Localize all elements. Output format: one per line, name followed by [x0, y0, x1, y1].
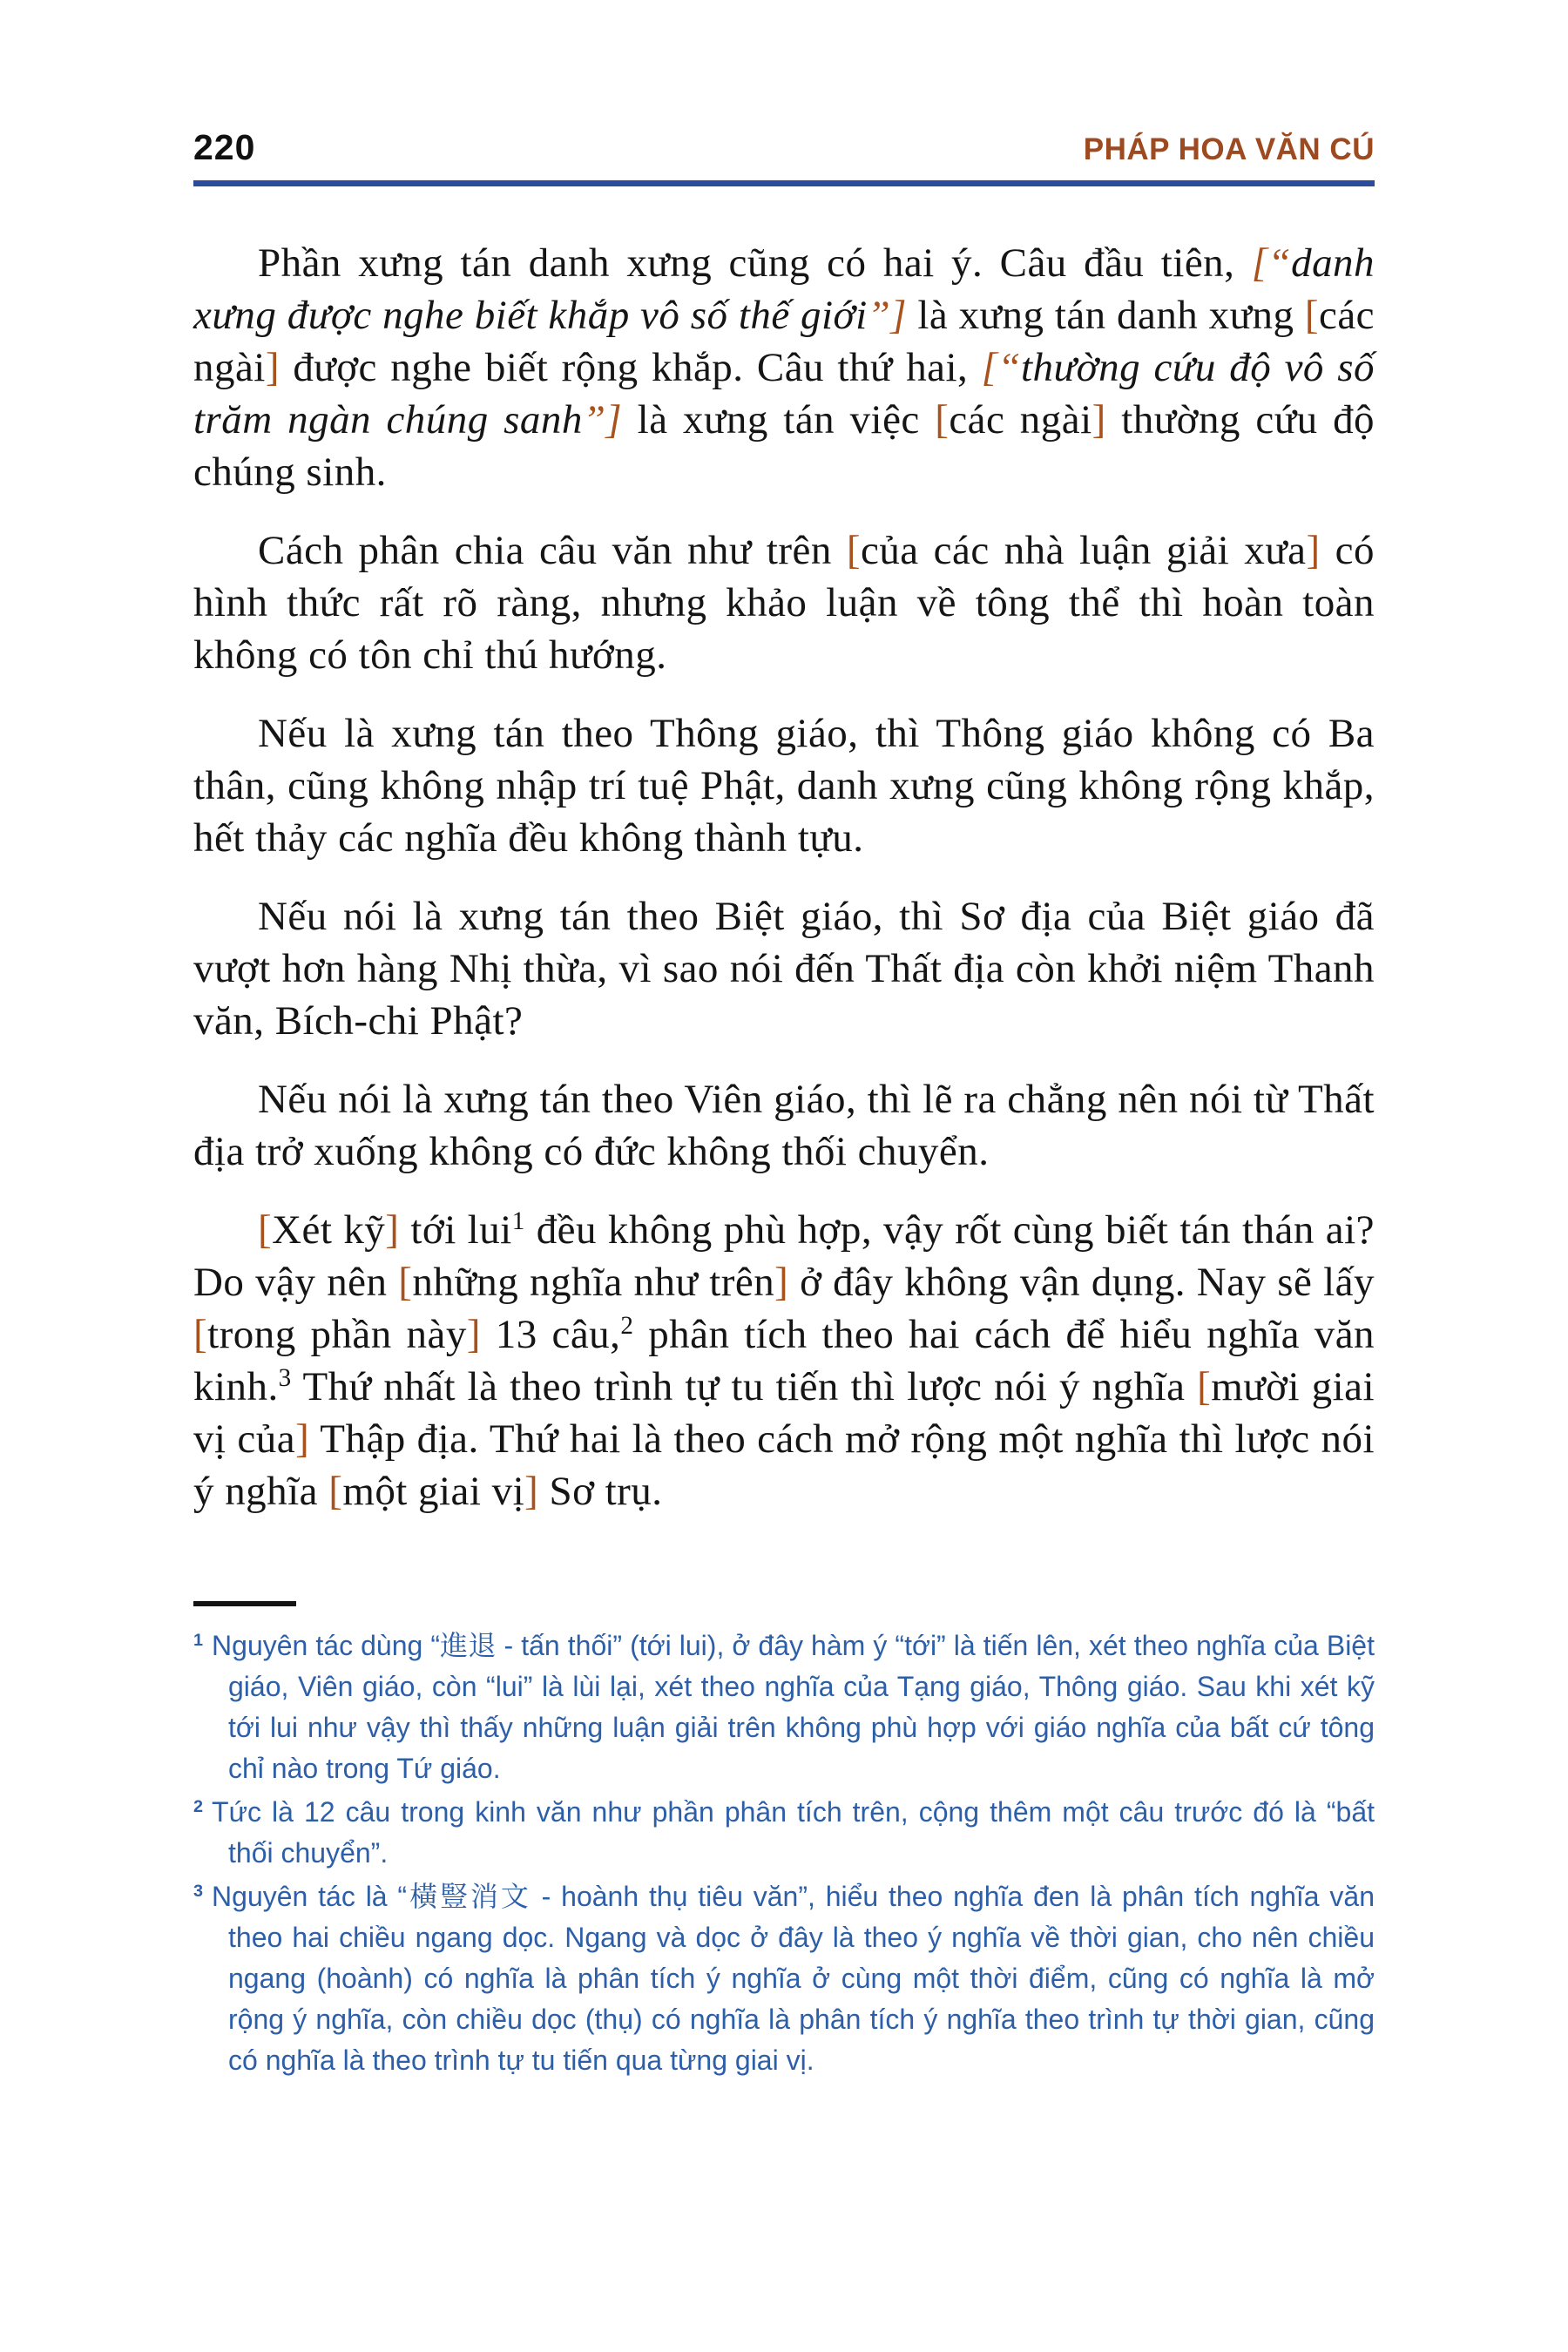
footnote-text: Nguyên tác là “橫豎消文 - hoành thụ tiêu văn”, hiểu theo nghĩa đen là phân tích nghĩa văn theo hai chiều ngang dọc. Ngang và dọc ở đây là theo ý nghĩa về thời gian, cho nên chiều ngang (hoành) có nghĩa là phân tích ý nghĩa ở cùng một thời điểm, cũng có nghĩa là mở rộng ý nghĩa, còn chiều dọc (thụ) có nghĩa là phân tích ý nghĩa theo trình tự thời gian, cũng có nghĩa là theo trình tự tu tiến qua từng giai vị.: [212, 1881, 1375, 2076]
text-run: là xưng tán việc: [622, 397, 936, 443]
text-run: 13 câu,: [480, 1312, 621, 1357]
bracket-mark: [: [328, 1469, 343, 1514]
bracket-quote-mark: ”]: [582, 397, 623, 443]
text-run: Nếu là xưng tán theo Thông giáo, thì Thông giáo không có Ba thân, cũng không nhập trí tuệ Phật, danh xưng cũng không rộng khắp, hết thảy các nghĩa đều không thành tựu.: [193, 711, 1375, 861]
text-run: Phần xưng tán danh xưng cũng có hai ý. Câu đầu tiên,: [258, 240, 1252, 286]
body-paragraph: [193, 1073, 1375, 1178]
quoted-phrase: thường cứu độ vô số trăm ngàn chúng sanh: [193, 345, 1375, 443]
bracket-mark: ]: [524, 1469, 539, 1514]
bracket-mark: ]: [385, 1207, 400, 1253]
page-number: 220: [193, 127, 256, 167]
footnote-marker: 1: [193, 1631, 204, 1651]
footnote-ref: 1: [511, 1206, 525, 1235]
bracket-quote-mark: ”]: [867, 293, 907, 338]
body-paragraph: [193, 707, 1375, 864]
text-run: Cách phân chia câu văn như trên: [258, 528, 847, 573]
text-run: Thứ nhất là theo trình tự tu tiến thì lược nói ý nghĩa: [291, 1364, 1198, 1409]
bracket-mark: [: [1197, 1364, 1212, 1409]
footnote-item: [193, 1876, 1375, 2081]
text-run: Xét kỹ: [272, 1207, 386, 1253]
text-run: các ngài: [193, 293, 1375, 390]
footnote-marker: 3: [193, 1882, 204, 1902]
text-run: trong phần này: [207, 1312, 467, 1357]
text-run: những nghĩa như trên: [412, 1260, 775, 1305]
text-run: Nếu nói là xưng tán theo Viên giáo, thì lẽ ra chẳng nên nói từ Thất địa trở xuống không có đức không thối chuyển.: [193, 1077, 1375, 1174]
text-run: là xưng tán danh xưng: [906, 293, 1305, 338]
body-paragraph: [193, 1204, 1375, 1517]
footnote-separator: [193, 1601, 296, 1606]
text-run: ở đây không vận dụng. Nay sẽ lấy: [788, 1260, 1375, 1305]
footnote-ref: 2: [620, 1311, 634, 1340]
footnote-marker: 2: [193, 1797, 204, 1817]
running-title: PHÁP HOA VĂN CÚ: [1083, 132, 1375, 166]
bracket-mark: [: [258, 1207, 273, 1253]
text-run: có hình thức rất rõ ràng, nhưng khảo luận về tông thể thì hoàn toàn không có tôn chỉ thú hướng.: [193, 528, 1375, 678]
bracket-mark: ]: [774, 1260, 789, 1305]
bracket-mark: [: [846, 528, 861, 573]
bracket-quote-mark: [“: [1251, 240, 1292, 286]
body-paragraph: [193, 237, 1375, 498]
body-paragraph: [193, 890, 1375, 1047]
footnotes-section: [193, 1625, 1375, 2081]
footnote-text: Tức là 12 câu trong kinh văn như phần phân tích trên, cộng thêm một câu trước đó là “bất thối chuyển”.: [212, 1796, 1375, 1869]
text-run: mười giai vị của: [193, 1364, 1375, 1462]
text-run: Nếu nói là xưng tán theo Biệt giáo, thì Sơ địa của Biệt giáo đã vượt hơn hàng Nhị thừa, vì sao nói đến Thất địa còn khởi niệm Thanh văn, Bích-chi Phật?: [193, 894, 1375, 1044]
text-run: Thập địa. Thứ hai là theo cách mở rộng một nghĩa thì lược nói ý nghĩa: [193, 1416, 1375, 1514]
book-page: [193, 0, 1375, 2081]
text-run: thường cứu độ chúng sinh.: [193, 397, 1375, 495]
page-header: [193, 127, 1375, 168]
bracket-mark: ]: [466, 1312, 481, 1357]
bracket-mark: ]: [1092, 397, 1106, 443]
text-run: được nghe biết rộng khắp. Câu thứ hai,: [279, 345, 982, 390]
footnote-text: Nguyên tác dùng “進退 - tấn thối” (tới lui), ở đây hàm ý “tới” là tiến lên, xét theo nghĩa của Biệt giáo, Viên giáo, còn “lui” là lùi lại, xét theo nghĩa của Tạng giáo, Thông giáo. Sau khi xét kỹ tới lui như vậy thì thấy những luận giải trên không phù hợp với giáo nghĩa của bất cứ tông chỉ nào trong Tứ giáo.: [212, 1630, 1375, 1784]
text-run: phân tích theo hai cách để hiểu nghĩa văn kinh.: [193, 1312, 1375, 1409]
text-run: đều không phù hợp, vậy rốt cùng biết tán thán ai? Do vậy nên: [193, 1207, 1375, 1305]
bracket-quote-mark: [“: [981, 345, 1021, 390]
bracket-mark: [: [935, 397, 950, 443]
text-run: tới lui: [399, 1207, 512, 1253]
bracket-mark: [: [398, 1260, 413, 1305]
footnote-ref: 3: [278, 1363, 292, 1392]
text-run: của các nhà luận giải xưa: [861, 528, 1307, 573]
text-run: Sơ trụ.: [538, 1469, 663, 1514]
footnote-item: [193, 1792, 1375, 1874]
text-run: một giai vị: [342, 1469, 525, 1514]
bracket-mark: ]: [295, 1416, 310, 1462]
bracket-mark: [: [193, 1312, 208, 1357]
bracket-mark: [: [1304, 293, 1319, 338]
text-run: các ngài: [949, 397, 1092, 443]
body-text: [193, 237, 1375, 1517]
bracket-mark: ]: [1306, 528, 1321, 573]
header-rule: [193, 180, 1375, 186]
body-paragraph: [193, 524, 1375, 681]
bracket-mark: ]: [265, 345, 280, 390]
footnote-item: [193, 1625, 1375, 1789]
quoted-phrase: danh xưng được nghe biết khắp vô số thế giới: [193, 240, 1375, 338]
